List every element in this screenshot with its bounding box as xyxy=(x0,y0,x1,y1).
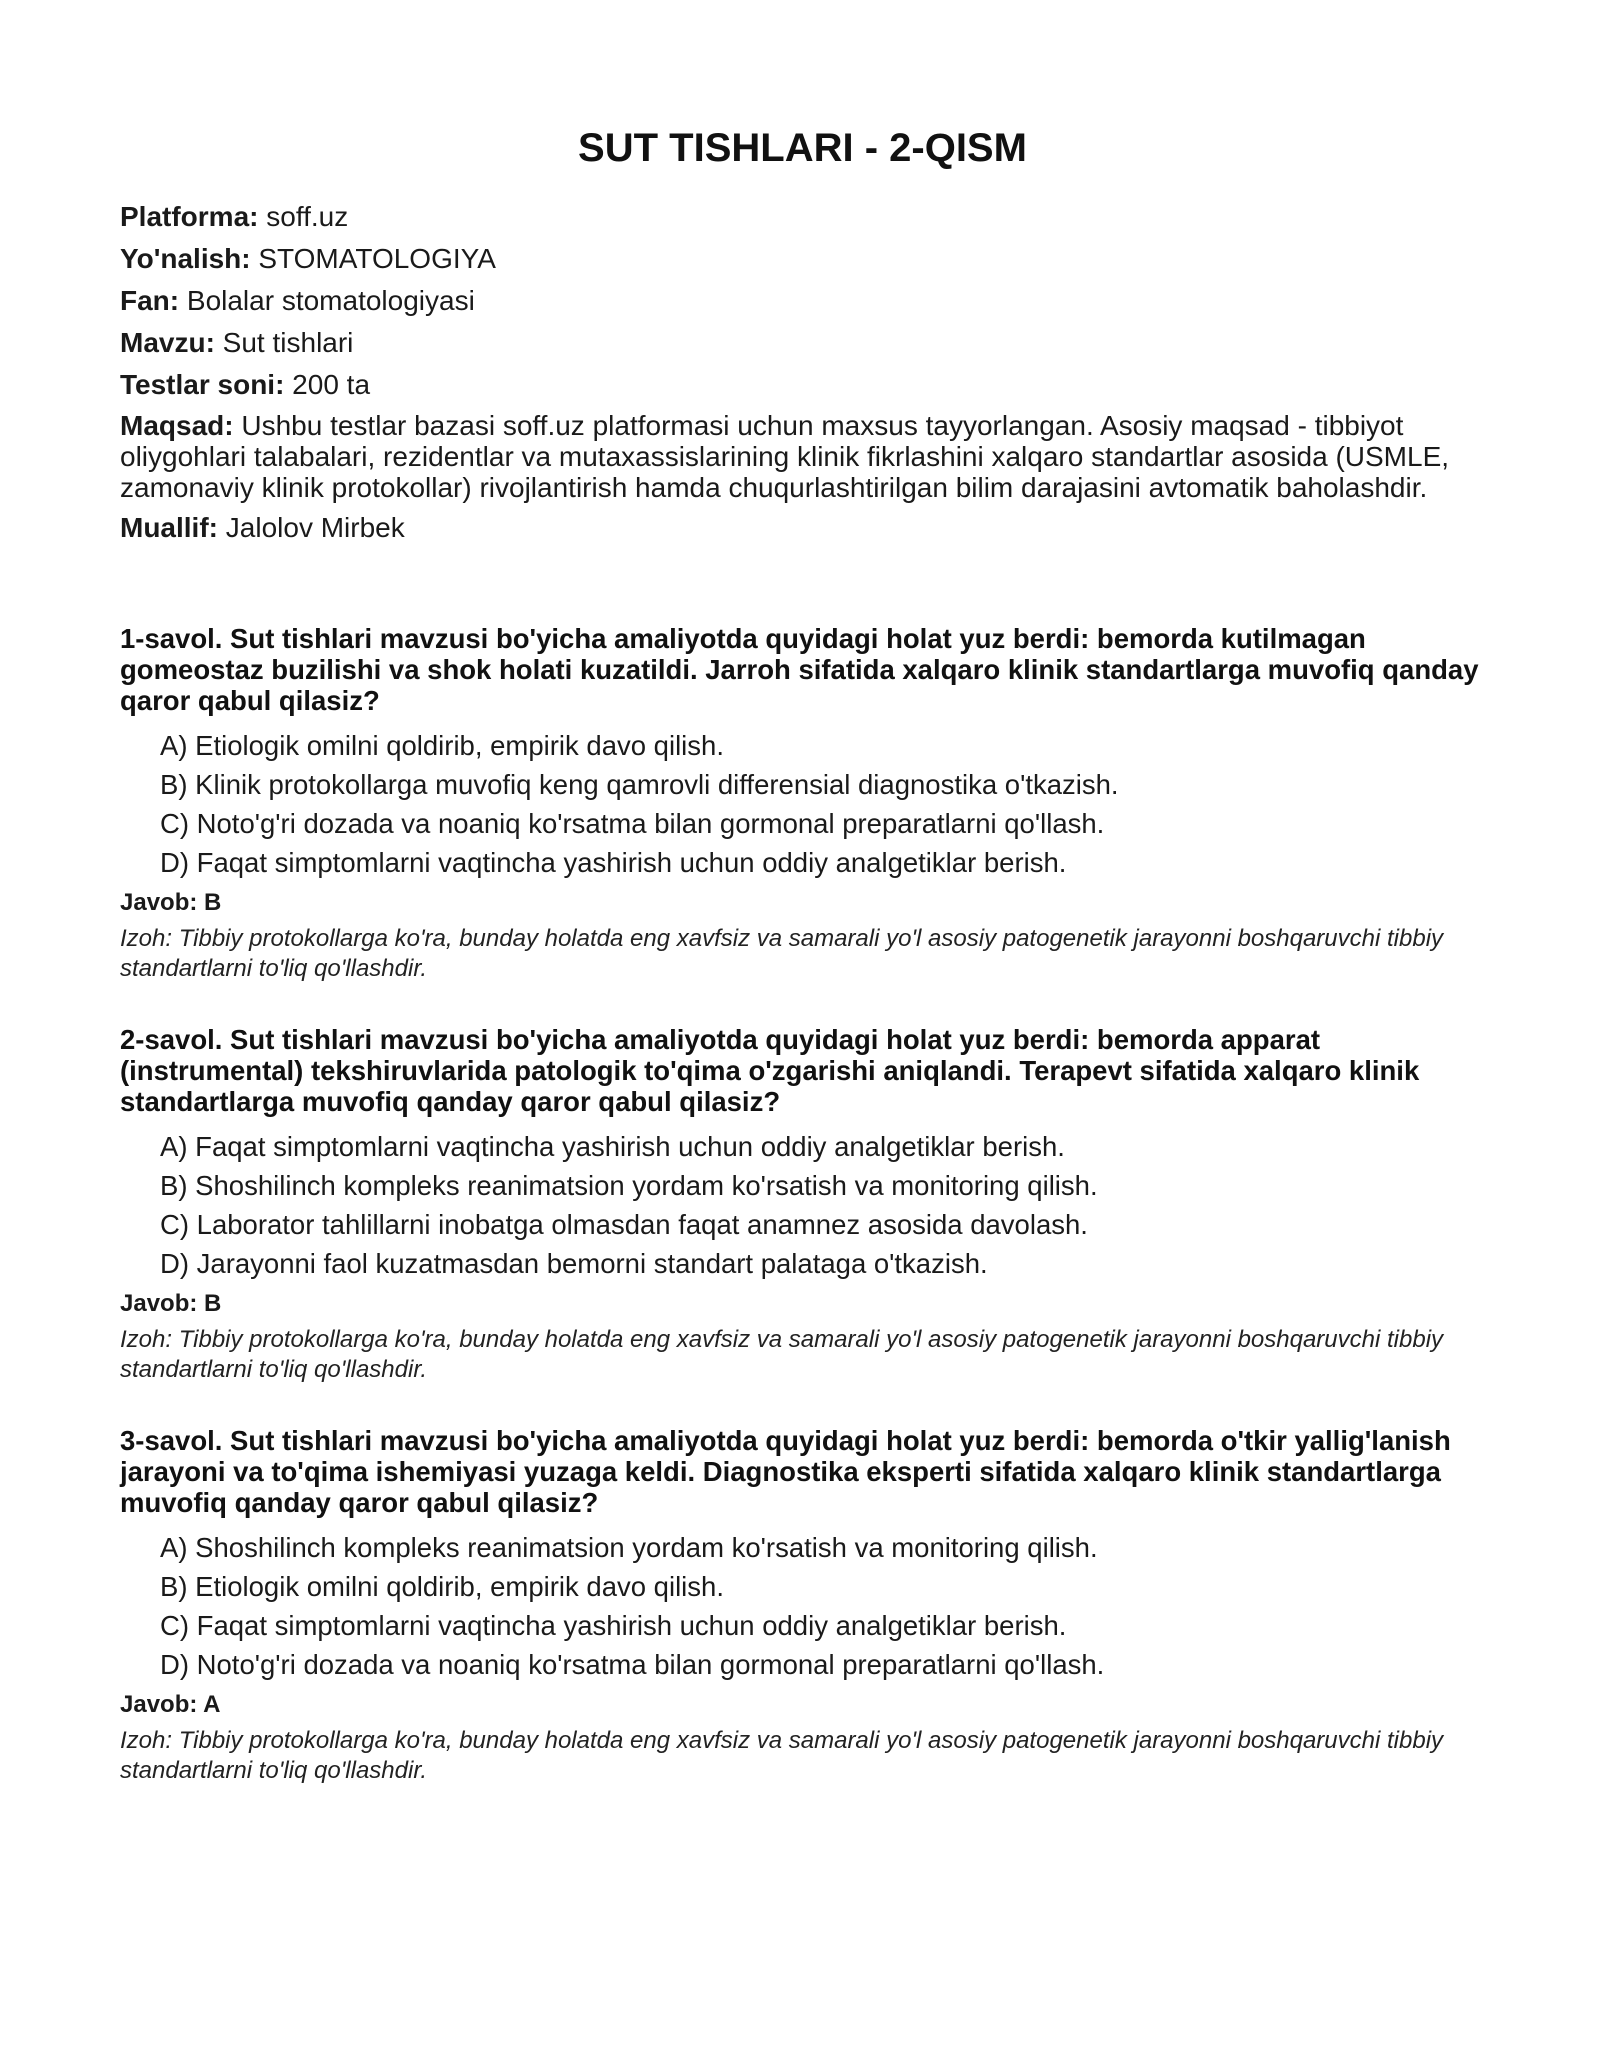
question-1 xyxy=(120,623,1485,984)
options-list xyxy=(120,730,1485,878)
meta-value: STOMATOLOGIYA xyxy=(250,243,496,274)
meta-key: Yo'nalish: xyxy=(120,243,251,274)
meta-key: Testlar soni: xyxy=(120,369,285,400)
meta-mavzu xyxy=(120,326,1485,360)
answer-label: Javob: A xyxy=(120,1691,221,1718)
meta-key: Mavzu: xyxy=(120,327,215,358)
option-a: A) Shoshilinch kompleks reanimatsion yordam ko'rsatish va monitoring qilish. xyxy=(160,1532,1098,1563)
options-list xyxy=(120,1131,1485,1279)
meta-fan xyxy=(120,284,1485,318)
meta-value: Ushbu testlar bazasi soff.uz platformasi uchun maxsus tayyorlangan. Asosiy maqsad - tibbiyot oliygohlari talabalari, rezidentlar va mutaxassislarining klinik fikrlashini xalqaro standartlar asosida (USMLE, zamonaviy klinik protokollar) rivojlantirish hamda chuqurlashtirilgan bilim darajasini avtomatik baholashdir. xyxy=(120,410,1450,503)
option-c: C) Noto'g'ri dozada va noaniq ko'rsatma bilan gormonal preparatlarni qo'llash. xyxy=(160,808,1105,839)
question-2 xyxy=(120,1024,1485,1385)
meta-maqsad xyxy=(120,410,1485,503)
document-title: SUT TISHLARI - 2-QISM xyxy=(578,126,1027,170)
meta-key: Platforma: xyxy=(120,201,259,232)
question-text: 2-savol. Sut tishlari mavzusi bo'yicha amaliyotda quyidagi holat yuz berdi: bemorda apparat (instrumental) tekshiruvlarida patologik to'qima o'zgarishi aniqlandi. Terapevt sifatida xalqaro klinik standartlarga muvofiq qanday qaror qabul qilasiz? xyxy=(120,1024,1420,1117)
option-b: B) Shoshilinch kompleks reanimatsion yordam ko'rsatish va monitoring qilish. xyxy=(160,1170,1098,1201)
explanation-note: Izoh: Tibbiy protokollarga ko'ra, bunday holatda eng xavfsiz va samarali yo'l asosiy patogenetik jarayonni boshqaruvchi tibbiy standartlarni to'liq qo'llashdir. xyxy=(120,1727,1444,1784)
question-3 xyxy=(120,1425,1485,1786)
option-d: D) Jarayonni faol kuzatmasdan bemorni standart palataga o'tkazish. xyxy=(160,1248,988,1279)
meta-value: Jalolov Mirbek xyxy=(218,512,405,543)
answer-label: Javob: B xyxy=(120,1290,222,1317)
question-text: 1-savol. Sut tishlari mavzusi bo'yicha amaliyotda quyidagi holat yuz berdi: bemorda kutilmagan gomeostaz buzilishi va shok holati kuzatildi. Jarroh sifatida xalqaro klinik standartlarga muvofiq qanday qaror qabul qilasiz? xyxy=(120,623,1479,716)
section-spacer xyxy=(120,553,1485,623)
meta-key: Maqsad: xyxy=(120,410,234,441)
explanation-note: Izoh: Tibbiy protokollarga ko'ra, bunday holatda eng xavfsiz va samarali yo'l asosiy patogenetik jarayonni boshqaruvchi tibbiy standartlarni to'liq qo'llashdir. xyxy=(120,1326,1444,1383)
option-a: A) Faqat simptomlarni vaqtincha yashirish uchun oddiy analgetiklar berish. xyxy=(160,1131,1065,1162)
meta-muallif xyxy=(120,511,1485,545)
document-page xyxy=(120,118,1485,1826)
option-b: B) Klinik protokollarga muvofiq keng qamrovli differensial diagnostika o'tkazish. xyxy=(160,769,1119,800)
meta-yonalish xyxy=(120,242,1485,276)
meta-value: Sut tishlari xyxy=(214,327,354,358)
explanation-note: Izoh: Tibbiy protokollarga ko'ra, bunday holatda eng xavfsiz va samarali yo'l asosiy patogenetik jarayonni boshqaruvchi tibbiy standartlarni to'liq qo'llashdir. xyxy=(120,925,1444,982)
option-b: B) Etiologik omilni qoldirib, empirik davo qilish. xyxy=(160,1571,724,1602)
option-d: D) Faqat simptomlarni vaqtincha yashirish uchun oddiy analgetiklar berish. xyxy=(160,847,1067,878)
options-list xyxy=(120,1532,1485,1680)
meta-key: Fan: xyxy=(120,285,180,316)
option-a: A) Etiologik omilni qoldirib, empirik davo qilish. xyxy=(160,730,724,761)
answer-label: Javob: B xyxy=(120,889,222,916)
question-text: 3-savol. Sut tishlari mavzusi bo'yicha amaliyotda quyidagi holat yuz berdi: bemorda o'tkir yallig'lanish jarayoni va to'qima ishemiyasi yuzaga keldi. Diagnostika eksperti sifatida xalqaro klinik standartlarga muvofiq qanday qaror qabul qilasiz? xyxy=(120,1425,1451,1518)
meta-value: Bolalar stomatologiyasi xyxy=(179,285,475,316)
meta-value: soff.uz xyxy=(258,201,349,232)
meta-platforma xyxy=(120,200,1485,234)
option-c: C) Faqat simptomlarni vaqtincha yashirish uchun oddiy analgetiklar berish. xyxy=(160,1610,1067,1641)
meta-testlar-soni xyxy=(120,368,1485,402)
meta-value: 200 ta xyxy=(284,369,371,400)
meta-key: Muallif: xyxy=(120,512,218,543)
metadata-block xyxy=(120,200,1485,545)
option-d: D) Noto'g'ri dozada va noaniq ko'rsatma bilan gormonal preparatlarni qo'llash. xyxy=(160,1649,1105,1680)
option-c: C) Laborator tahlillarni inobatga olmasdan faqat anamnez asosida davolash. xyxy=(160,1209,1088,1240)
